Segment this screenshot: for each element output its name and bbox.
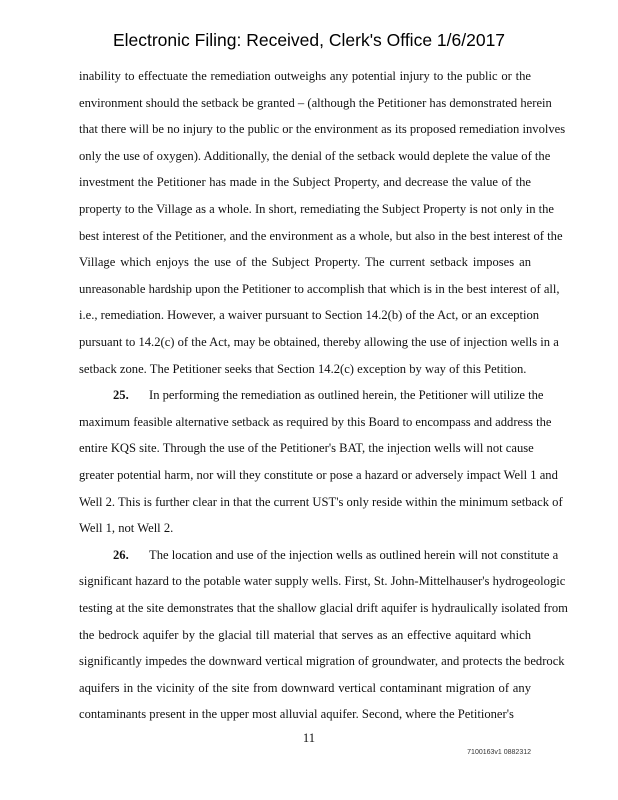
text-line: In performing the remediation as outlined herein, the Petitioner will utilize the xyxy=(149,388,544,403)
text-line: property to the Village as a whole. In short, remediating the Subject Property is not only in the xyxy=(79,202,555,216)
text-line: that there will be no injury to the public or the environment as its proposed remediation involves xyxy=(79,122,566,137)
text-line: unreasonable hardship upon the Petitioner to accomplish that which is in the best interest of all, xyxy=(79,281,560,296)
paragraph-number: 25. xyxy=(113,388,129,403)
text-line: significant hazard to the potable water supply wells. First, St. John-Mittelhauser's hydrogeologic xyxy=(79,574,566,589)
text-line: contaminants present in the upper most alluvial aquifer. Second, where the Petitioner's xyxy=(79,707,514,722)
text-line: maximum feasible alternative setback as required by this Board to encompass and address the xyxy=(79,414,552,429)
text-line: aquifers in the vicinity of the site from downward vertical contaminant migration of any xyxy=(79,680,531,695)
text-line: The location and use of the injection wells as outlined herein will not constitute a xyxy=(149,547,559,562)
text-line: setback zone. The Petitioner seeks that Section 14.2(c) exception by way of this Petition. xyxy=(79,361,527,376)
filing-stamp-header: Electronic Filing: Received, Clerk's Office 1/6/2017 xyxy=(112,30,506,50)
text-line: investment the Petitioner has made in the Subject Property, and decrease the value of the xyxy=(79,175,531,190)
text-line: greater potential harm, nor will they constitute or pose a hazard or adversely impact Well 1 and xyxy=(79,468,558,482)
page-number: 11 xyxy=(302,731,316,745)
text-line: i.e., remediation. However, a waiver pursuant to Section 14.2(b) of the Act, or an exception xyxy=(79,308,540,323)
text-line: significantly impedes the downward vertical migration of groundwater, and protects the bedrock xyxy=(79,654,565,669)
text-line: the bedrock aquifer by the glacial till material that serves as an effective aquitard which xyxy=(79,627,531,642)
paragraph-number: 26. xyxy=(113,547,129,562)
document-id-footer: 7100163v1 0882312 xyxy=(467,749,531,756)
text-line: best interest of the Petitioner, and the environment as a whole, but also in the best interest of the xyxy=(79,228,563,243)
text-line: Village which enjoys the use of the Subject Property. The current setback imposes an xyxy=(79,255,531,270)
text-line: environment should the setback be granted – (although the Petitioner has demonstrated herein xyxy=(79,95,552,110)
text-line: inability to effectuate the remediation outweighs any potential injury to the public or the xyxy=(79,69,531,83)
text-line: only the use of oxygen). Additionally, the denial of the setback would deplete the value of the xyxy=(79,148,551,163)
text-line: entire KQS site. Through the use of the Petitioner's BAT, the injection wells will not cause xyxy=(79,441,534,456)
text-line: pursuant to 14.2(c) of the Act, may be obtained, thereby allowing the use of injection wells in a xyxy=(79,335,559,349)
text-line: Well 2. This is further clear in that the current UST's only reside within the minimum setback of xyxy=(79,494,563,509)
text-line: testing at the site demonstrates that the shallow glacial drift aquifer is hydraulically isolated from xyxy=(79,601,568,615)
text-line: Well 1, not Well 2. xyxy=(79,521,174,536)
